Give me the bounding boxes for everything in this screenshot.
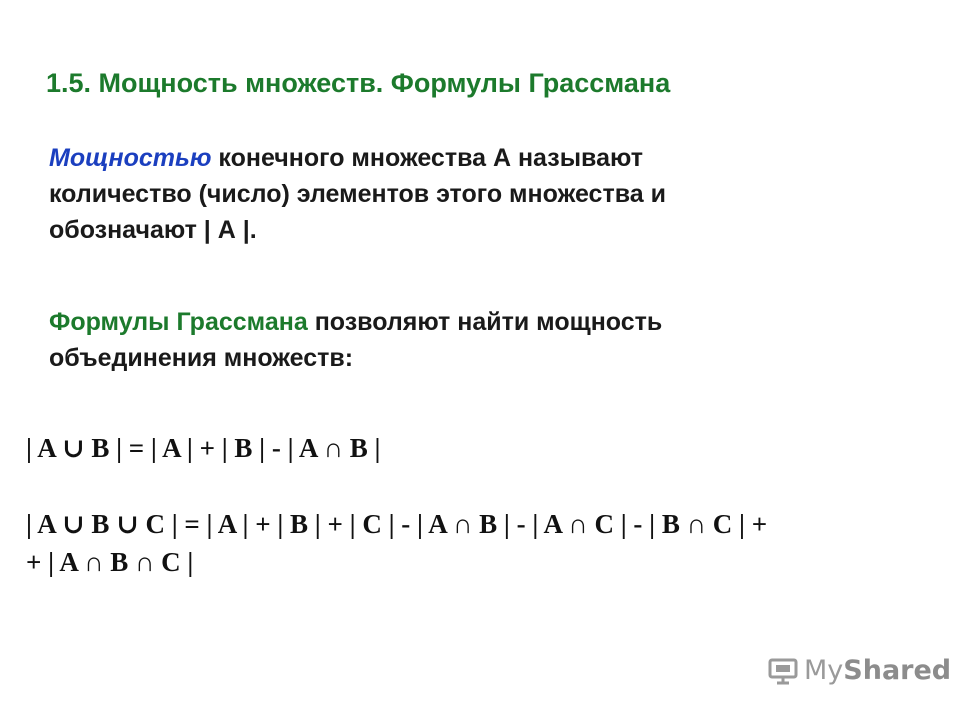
watermark-text [804, 655, 951, 686]
formula-three-sets-line-2: + | A ∩ B ∩ C | [26, 547, 194, 577]
grassmann-intro-paragraph [49, 304, 662, 376]
definition-term: Мощностью [49, 144, 212, 172]
definition-line-1-rest: конечного множества А называют [211, 144, 643, 172]
definition-line-3: обозначают | А |. [49, 216, 257, 244]
definition-line-1 [49, 140, 666, 176]
presentation-board-icon [768, 657, 798, 685]
watermark-text-light: My [804, 655, 844, 686]
watermark-text-bold: Shared [843, 655, 952, 686]
grassmann-term: Формулы Грассмана [49, 308, 308, 336]
formula-two-sets: | A ∪ B | = | A | + | B | - | A ∩ B | [26, 433, 381, 463]
slide-title: 1.5. Мощность множеств. Формулы Грассмана [46, 68, 671, 98]
grassmann-intro-line-1-rest: позволяют найти мощность [307, 308, 663, 336]
myshared-watermark [768, 655, 951, 686]
formula-three-sets-line-1: | A ∪ B ∪ C | = | A | + | B | + | C | - | A ∩ B | - | A ∩ C | - | B ∩ C | + [26, 509, 768, 539]
grassmann-intro-line-2: объединения множеств: [49, 344, 354, 372]
definition-line-2: количество (число) элементов этого множества и [49, 180, 666, 208]
definition-paragraph [49, 140, 666, 248]
grassmann-intro-line-1 [49, 304, 662, 340]
